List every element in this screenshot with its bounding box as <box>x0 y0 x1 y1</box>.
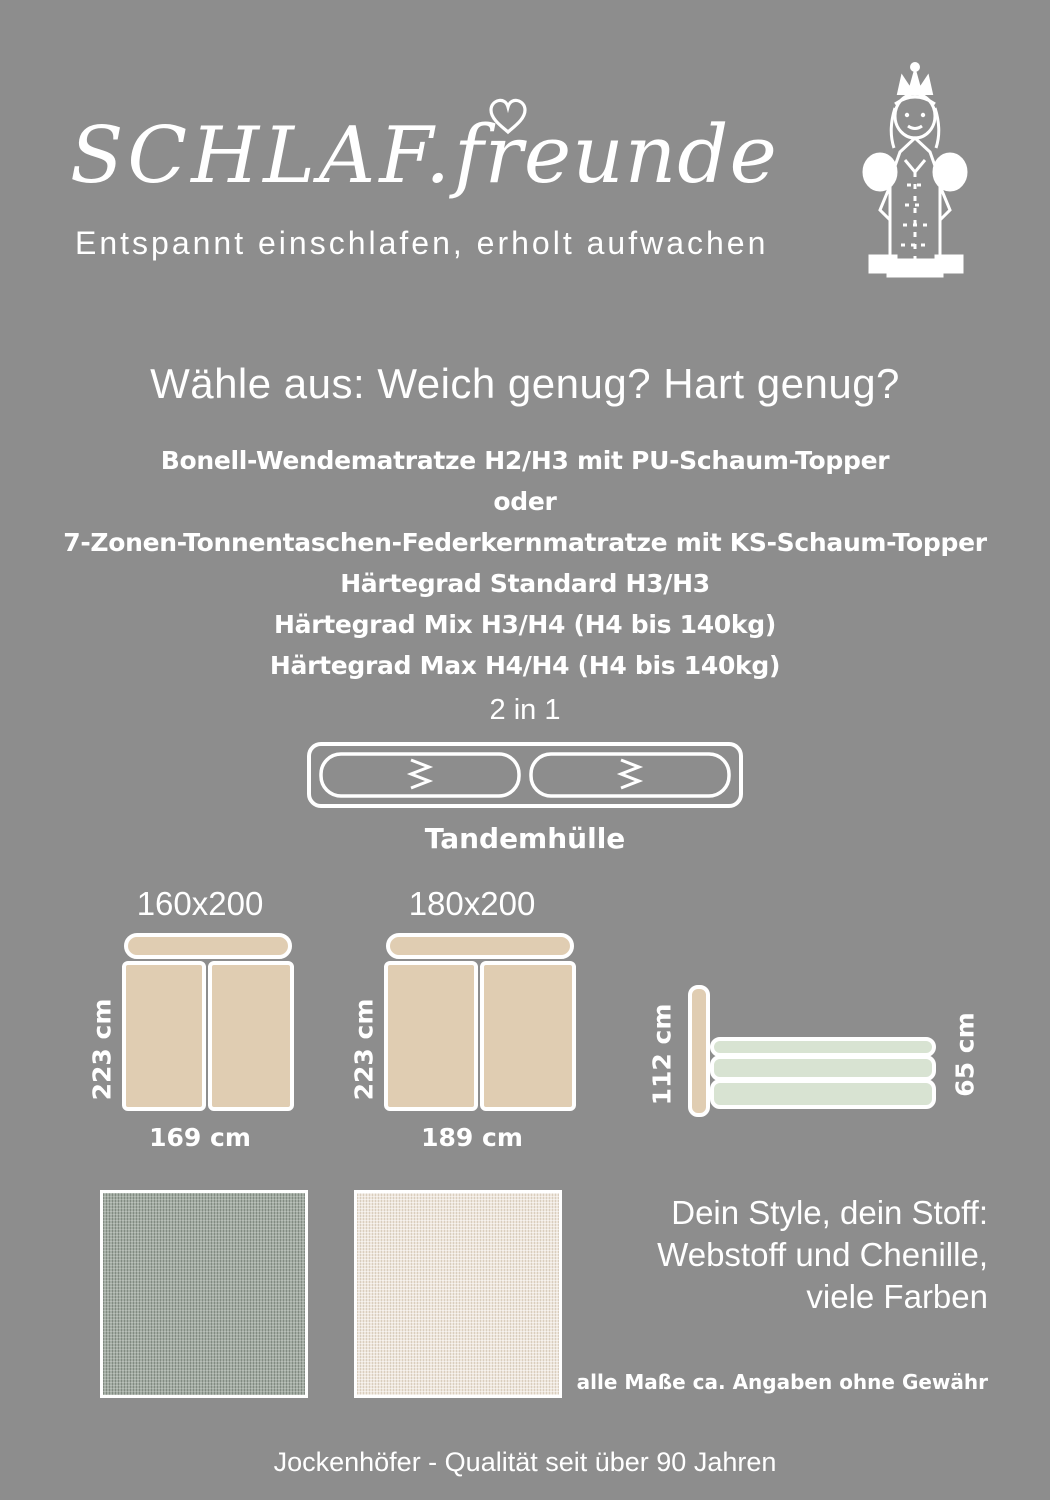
dimension-diagram-side-view <box>630 985 990 1135</box>
bed-top-view-180 <box>384 933 576 1111</box>
dimension-depth-label: 223 cm <box>349 998 379 1101</box>
dimension-width-label: 169 cm <box>149 1123 251 1152</box>
dimension-headboard-height-label: 112 cm <box>647 1003 677 1106</box>
brand-header <box>70 60 980 290</box>
style-text-block <box>598 1192 988 1318</box>
dimension-width-label: 189 cm <box>421 1123 523 1152</box>
dimension-bed-height-label: 65 cm <box>950 1012 980 1097</box>
dimension-title: 160x200 <box>136 885 264 922</box>
bed-top-view-160 <box>122 933 294 1111</box>
brand-wordmark <box>70 108 778 201</box>
footer-text: Jockenhöfer - Qualität seit über 90 Jahren <box>273 1447 777 1477</box>
spec-line: Härtegrad Max H4/H4 (H4 bis 140kg) <box>269 651 781 680</box>
dimension-title: 180x200 <box>408 885 536 922</box>
style-line: Dein Style, dein Stoff: <box>671 1194 988 1231</box>
brand-wordmark-part2: freunde <box>454 108 778 201</box>
dimension-depth-label: 223 cm <box>87 998 117 1101</box>
spec-line: Härtegrad Mix H3/H4 (H4 bis 140kg) <box>274 610 776 639</box>
style-line: viele Farben <box>806 1278 988 1315</box>
style-line: Webstoff und Chenille, <box>657 1236 988 1273</box>
bed-side-view <box>688 985 938 1120</box>
spec-list <box>0 440 1050 686</box>
dimension-diagram-180x200 <box>342 885 602 1160</box>
dimension-diagram-160x200 <box>80 885 320 1160</box>
brand-tagline: Entspannt einschlafen, erholt aufwachen <box>75 225 769 261</box>
tandem-cover-diagram <box>307 740 743 810</box>
tandem-cover-label: Tandemhülle <box>424 822 626 855</box>
fabric-swatch-webstoff[interactable] <box>100 1190 308 1398</box>
spec-line: Härtegrad Standard H3/H3 <box>340 569 710 598</box>
disclaimer-text: alle Maße ca. Angaben ohne Gewähr <box>576 1370 988 1394</box>
brand-wordmark-part1: SCHLAF. <box>70 111 455 201</box>
fabric-swatch-chenille[interactable] <box>354 1190 562 1398</box>
heart-icon <box>485 90 531 136</box>
queen-crown-logo <box>850 60 980 290</box>
two-in-one-label: 2 in 1 <box>489 694 561 726</box>
spec-line: Bonell-Wendematratze H2/H3 mit PU-Schaum-Topper <box>160 446 890 475</box>
spec-line: oder <box>493 487 557 516</box>
page-title: Wähle aus: Weich genug? Hart genug? <box>150 360 900 407</box>
spec-line: 7-Zonen-Tonnentaschen-Federkernmatratze mit KS-Schaum-Topper <box>63 528 987 557</box>
